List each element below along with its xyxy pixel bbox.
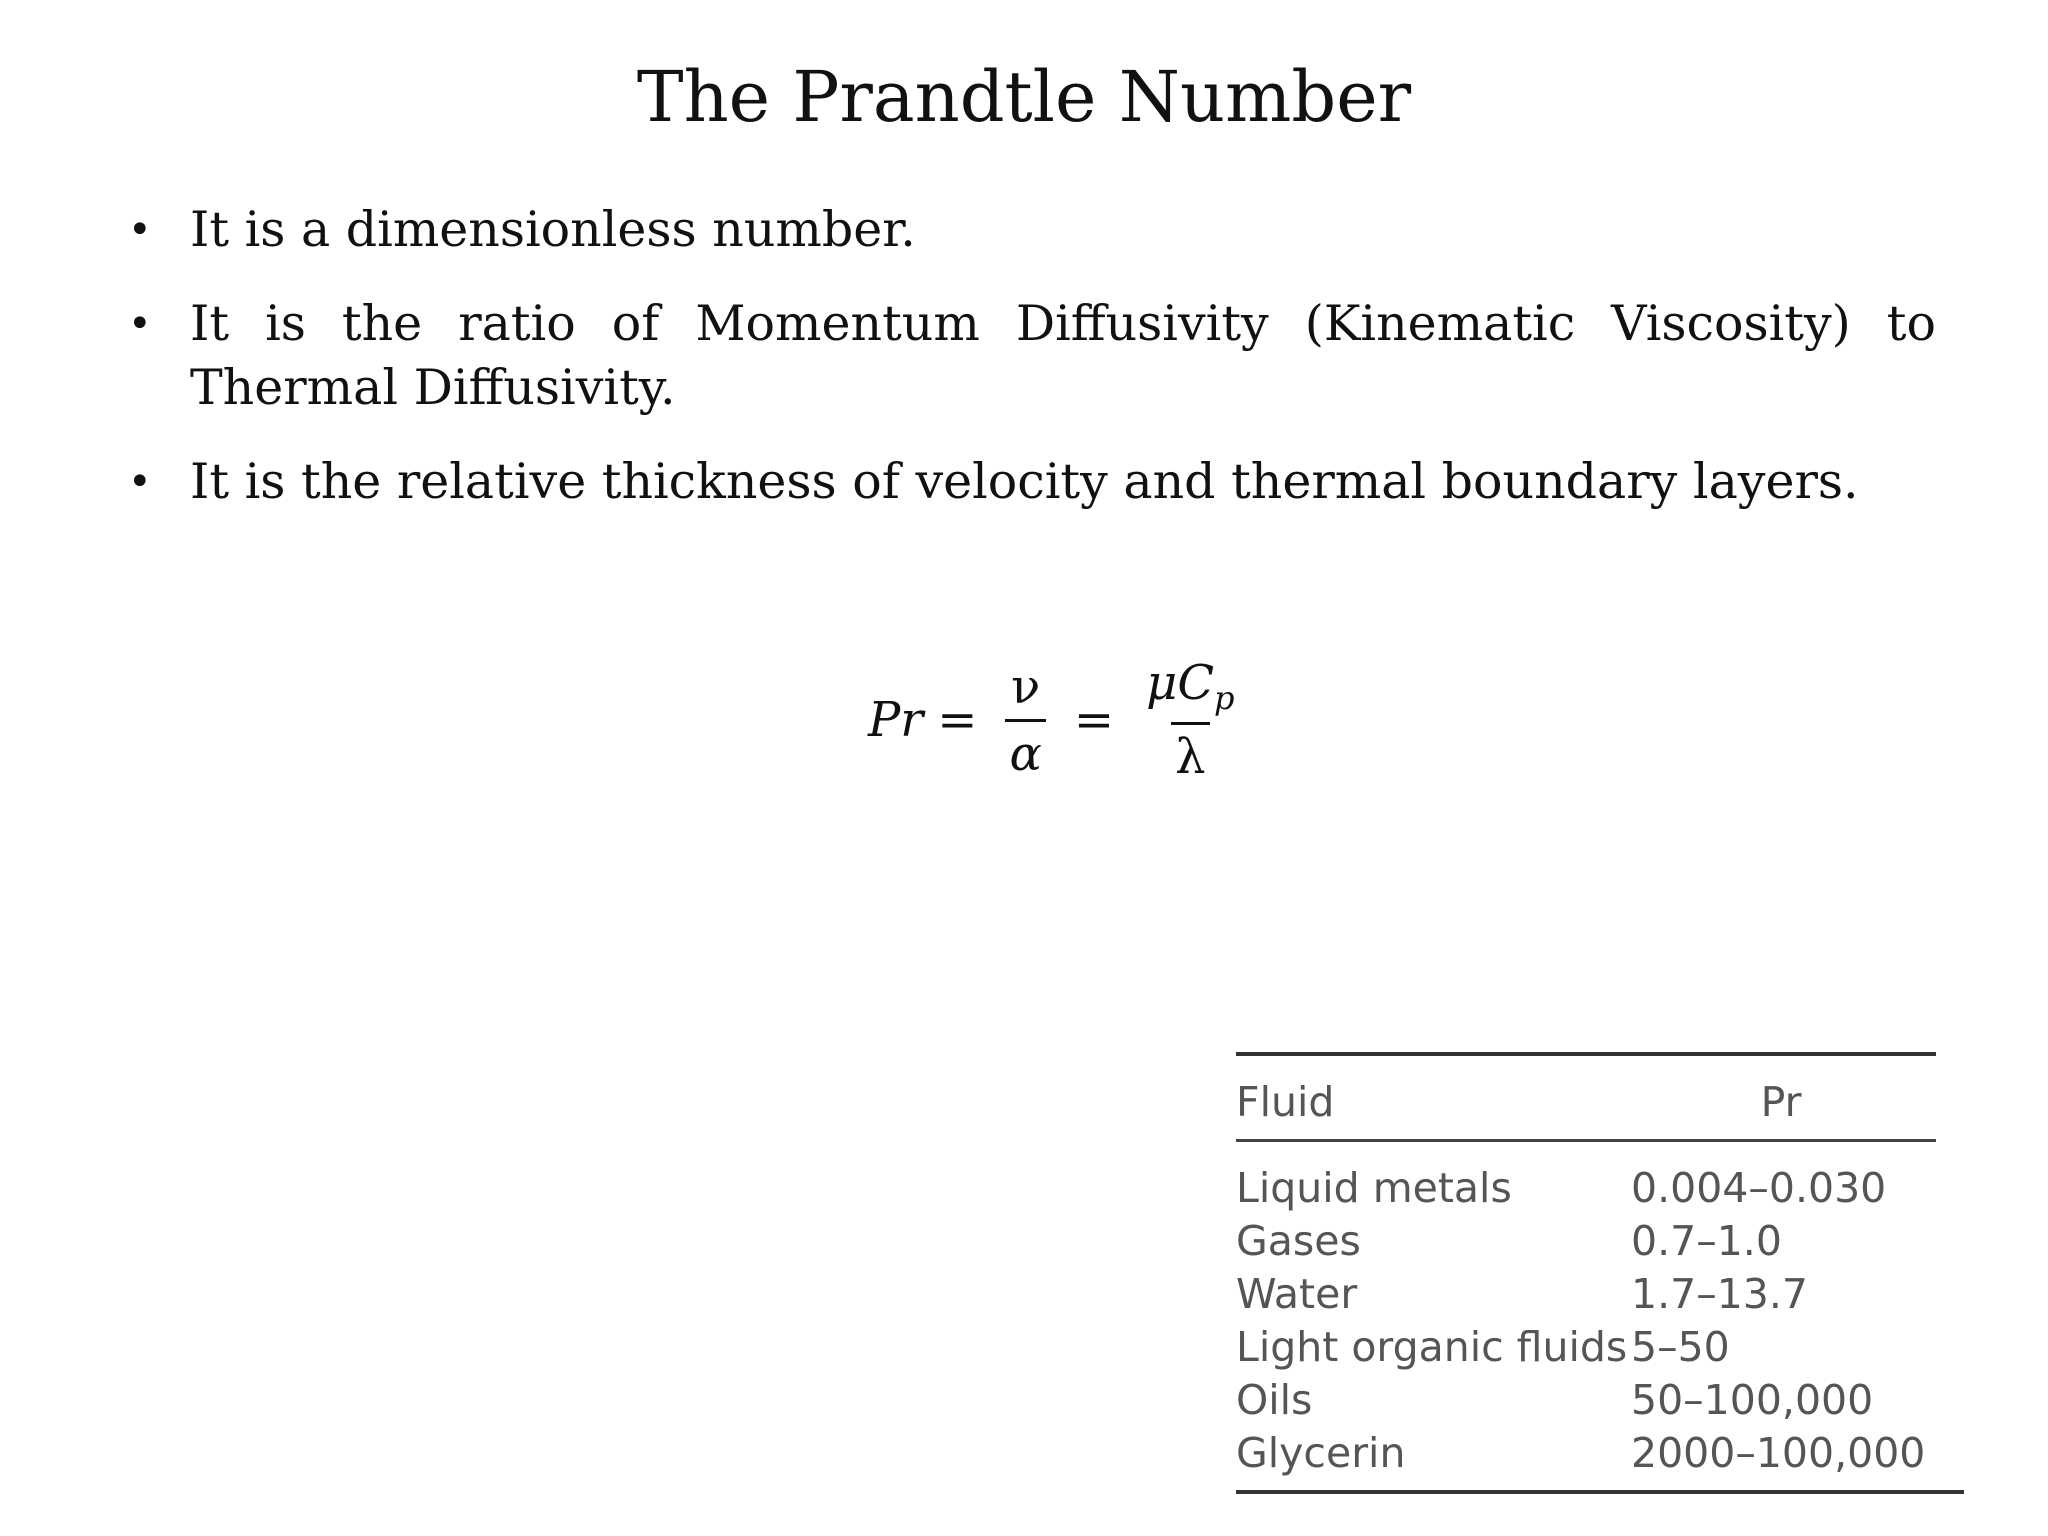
formula-numerator: ν [1011, 658, 1041, 715]
bullet-icon: • [128, 301, 152, 347]
table-cell-fluid: Water [1236, 1270, 1358, 1318]
bullet-text: It is the ratio of Momentum Diffusivity (Kinematic Viscosity) to Thermal Diffusivity. [190, 295, 1936, 416]
formula-equals: = [937, 692, 978, 748]
formula-numerator [1142, 655, 1238, 722]
table-cell-pr: 50–100,000 [1631, 1376, 1874, 1424]
table-header-pr: Pr [1760, 1078, 1802, 1126]
formula-lhs: Pr [868, 692, 924, 748]
formula-denominator: α [1005, 719, 1045, 778]
table-row [1236, 1427, 1936, 1480]
table-body [1236, 1142, 1936, 1480]
bullet-item [128, 198, 1936, 262]
slide-title: The Prandtle Number [636, 56, 1412, 138]
formula-subscript-p: p [1214, 679, 1235, 717]
table-cell-fluid: Glycerin [1236, 1429, 1406, 1477]
formula-denominator: λ [1171, 722, 1209, 781]
table-cell-pr: 0.7–1.0 [1631, 1217, 1782, 1265]
bullet-list [128, 198, 1936, 544]
table-row [1236, 1162, 1936, 1215]
prandtl-formula [868, 655, 1253, 785]
formula-mu: μ [1146, 655, 1178, 711]
formula-fraction-nu-alpha [1005, 658, 1045, 782]
prandtl-number-table [1236, 1052, 1936, 1480]
table-bottom-rule [1236, 1490, 1964, 1494]
table-cell-pr: 1.7–13.7 [1631, 1270, 1808, 1318]
table-cell-fluid: Gases [1236, 1217, 1361, 1265]
table-cell-pr: 5–50 [1631, 1323, 1730, 1371]
table-header-fluid: Fluid [1236, 1078, 1335, 1126]
table-cell-pr: 0.004–0.030 [1631, 1164, 1887, 1212]
table-cell-fluid: Liquid metals [1236, 1164, 1512, 1212]
table-row [1236, 1374, 1936, 1427]
table-row [1236, 1321, 1936, 1374]
table-cell-pr: 2000–100,000 [1631, 1429, 1926, 1477]
bullet-item [128, 292, 1936, 420]
bullet-text: It is a dimensionless number. [190, 201, 916, 258]
table-row [1236, 1215, 1936, 1268]
bullet-item [128, 450, 1936, 514]
table-header-row [1236, 1056, 1936, 1139]
table-cell-fluid: Light organic fluids [1236, 1323, 1628, 1371]
bullet-icon: • [128, 459, 152, 505]
table-cell-fluid: Oils [1236, 1376, 1313, 1424]
bullet-icon: • [128, 207, 152, 253]
formula-equals: = [1073, 692, 1115, 748]
table-row [1236, 1268, 1936, 1321]
formula-c: C [1177, 655, 1215, 711]
formula-fraction-mucp-lambda [1142, 655, 1238, 785]
bullet-text: It is the relative thickness of velocity and thermal boundary layers. [190, 453, 1859, 510]
